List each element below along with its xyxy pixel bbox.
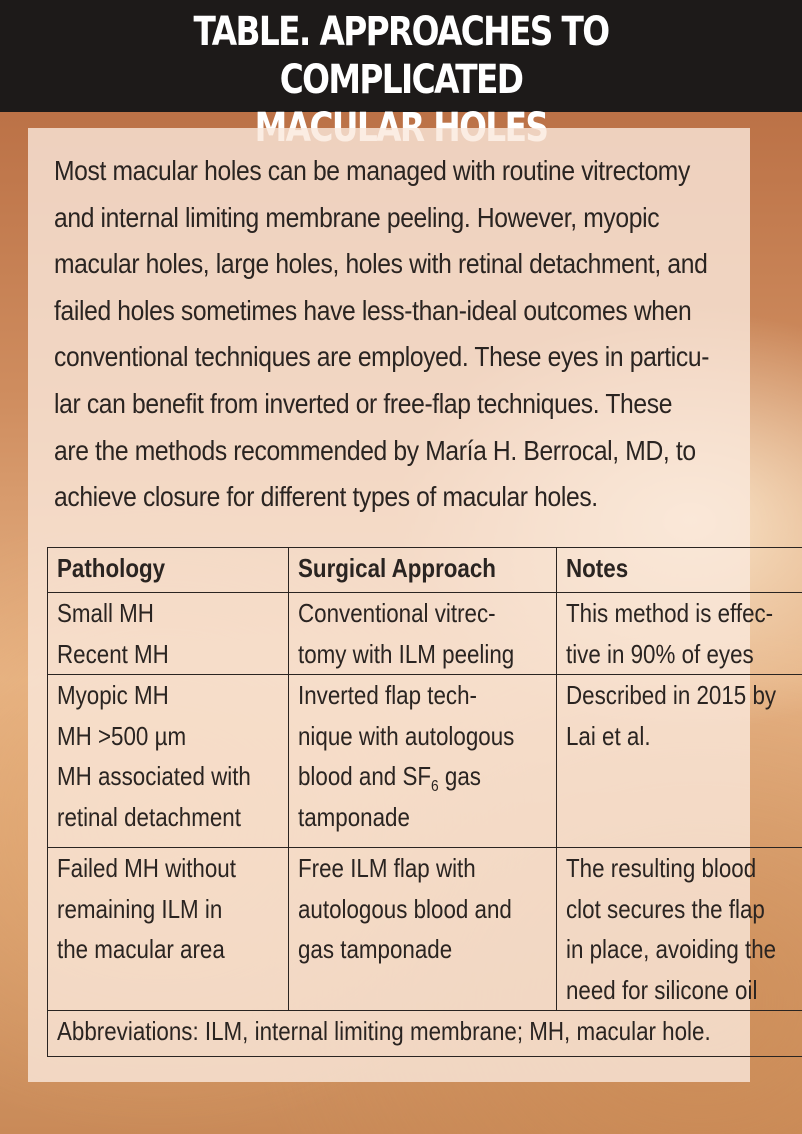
header-notes: Notes: [557, 548, 802, 593]
pathology-cell: Small MH Recent MH: [48, 593, 289, 675]
table-footnote-row: [48, 1011, 802, 1057]
table-row: [48, 593, 802, 675]
table-row: [48, 848, 802, 1011]
approaches-table: [47, 547, 802, 1057]
notes-cell: The resulting blood clot secures the flap in place, avoiding the need for silicone oil: [557, 848, 802, 1011]
intro-line: failed holes sometimes have less-than-ideal outcomes when: [54, 294, 692, 326]
notes-cell: This method is effec- tive in 90% of eyes: [557, 593, 802, 675]
intro-line: achieve closure for different types of macular holes.: [54, 481, 598, 513]
table-header-row: [48, 548, 802, 593]
table-title-line-1: TABLE. APPROACHES TO COMPLICATED: [193, 9, 609, 103]
header-surgical-approach: Surgical Approach: [289, 548, 557, 593]
pathology-cell: Myopic MH MH >500 µm MH associated with retinal detachment: [48, 675, 289, 848]
table-title-banner: [0, 0, 802, 112]
pathology-cell: Failed MH without remaining ILM in the macular area: [48, 848, 289, 1011]
intro-line: conventional techniques are employed. These eyes in particu-: [54, 341, 710, 373]
intro-line: are the methods recommended by María H. Berrocal, MD, to: [54, 434, 696, 466]
approach-cell: Inverted flap tech- nique with autologous blood and $SF_6$ gas tamponade: [289, 675, 557, 848]
approach-cell: Free ILM flap with autologous blood and gas tamponade: [289, 848, 557, 1011]
intro-line: lar can benefit from inverted or free-flap techniques. These: [54, 387, 673, 419]
header-pathology: Pathology: [48, 548, 289, 593]
intro-paragraph: [54, 148, 774, 521]
abbreviations-footnote: Abbreviations: ILM, internal limiting membrane; MH, macular hole.: [48, 1011, 802, 1057]
notes-cell: Described in 2015 by Lai et al.: [557, 675, 802, 848]
intro-line: Most macular holes can be managed with routine vitrectomy: [54, 155, 690, 186]
intro-line: macular holes, large holes, holes with retinal detachment, and: [54, 248, 708, 280]
table-row: [48, 675, 802, 848]
intro-line: and internal limiting membrane peeling. However, myopic: [54, 201, 660, 233]
approach-cell: Conventional vitrec- tomy with ILM peeling: [289, 593, 557, 675]
